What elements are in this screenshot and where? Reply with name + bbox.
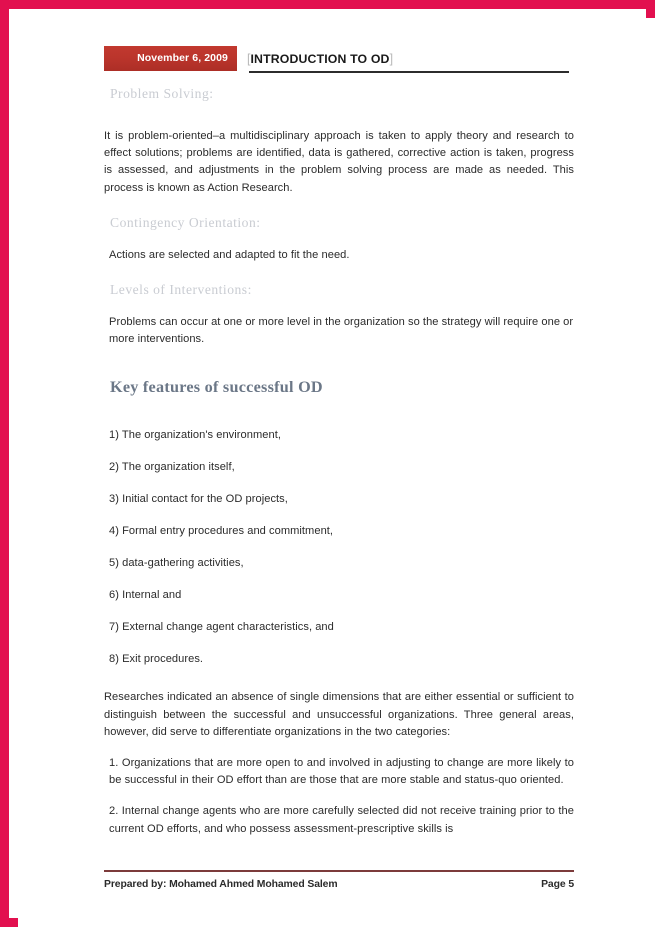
header-title: INTRODUCTION TO OD (250, 51, 390, 66)
document-header (104, 46, 569, 80)
list-item: 2) The organization itself, (109, 461, 235, 474)
paragraph-problem-solving: It is problem-oriented–a multidisciplinary approach is taken to apply theory and research to effect solutions; problems are identified, data is gathered, corrective action is taken, progress is assessed, and adjustments in the problem solving process are made as needed. This process is known as Action Research. (104, 130, 574, 194)
list-item: 6) Internal and (109, 589, 182, 602)
header-title-group (237, 46, 569, 71)
header-divider (249, 71, 569, 73)
document-footer (104, 870, 574, 890)
paragraph-key-feature-point-2: 2. Internal change agents who are more carefully selected did not receive training prior to the current OD efforts, and who possess assessment-prescriptive skills is (109, 805, 574, 835)
footer-divider (104, 870, 574, 872)
list-item: 3) Initial contact for the OD projects, (109, 493, 288, 506)
heading-problem-solving: Problem Solving: (110, 86, 214, 101)
paragraph-key-feature-point-1: 1. Organizations that are more open to and involved in adjusting to change are more likely to be successful in their OD effort than are those that are more stable and status-quo oriented. (109, 757, 574, 787)
header-row (104, 46, 569, 71)
list-item: 1) The organization's environment, (109, 429, 281, 442)
paragraph-key-features-intro: Researches indicated an absence of single dimensions that are either essential or sufficient to distinguish between the successful and unsuccessful organizations. Three general areas, however, did serve to differentiate organizations in the two categories: (104, 691, 574, 738)
list-item: 7) External change agent characteristics, and (109, 621, 334, 634)
footer-prepared-by: Prepared by: Mohamed Ahmed Mohamed Salem (104, 878, 338, 890)
bracket-open-icon: [ (247, 51, 251, 66)
page-canvas (18, 18, 655, 927)
date-badge: November 6, 2009 (104, 46, 237, 71)
key-features-list (104, 427, 574, 667)
paragraph-contingency-orientation: Actions are selected and adapted to fit the need. (109, 248, 350, 261)
paragraph-levels-of-interventions: Problems can occur at one or more level in the organization so the strategy will require one or more interventions. (109, 316, 574, 346)
heading-key-features: Key features of successful OD (110, 378, 323, 397)
bracket-close-icon: ] (389, 51, 394, 66)
footer-row (104, 879, 574, 890)
list-item: 8) Exit procedures. (109, 653, 204, 666)
footer-page-number: Page 5 (541, 878, 574, 890)
heading-levels-of-interventions: Levels of Interventions: (110, 282, 252, 298)
list-item: 5) data-gathering activities, (109, 557, 244, 570)
document-body (104, 86, 574, 838)
list-item: 4) Formal entry procedures and commitment, (109, 525, 334, 538)
heading-contingency-orientation: Contingency Orientation: (110, 214, 261, 230)
